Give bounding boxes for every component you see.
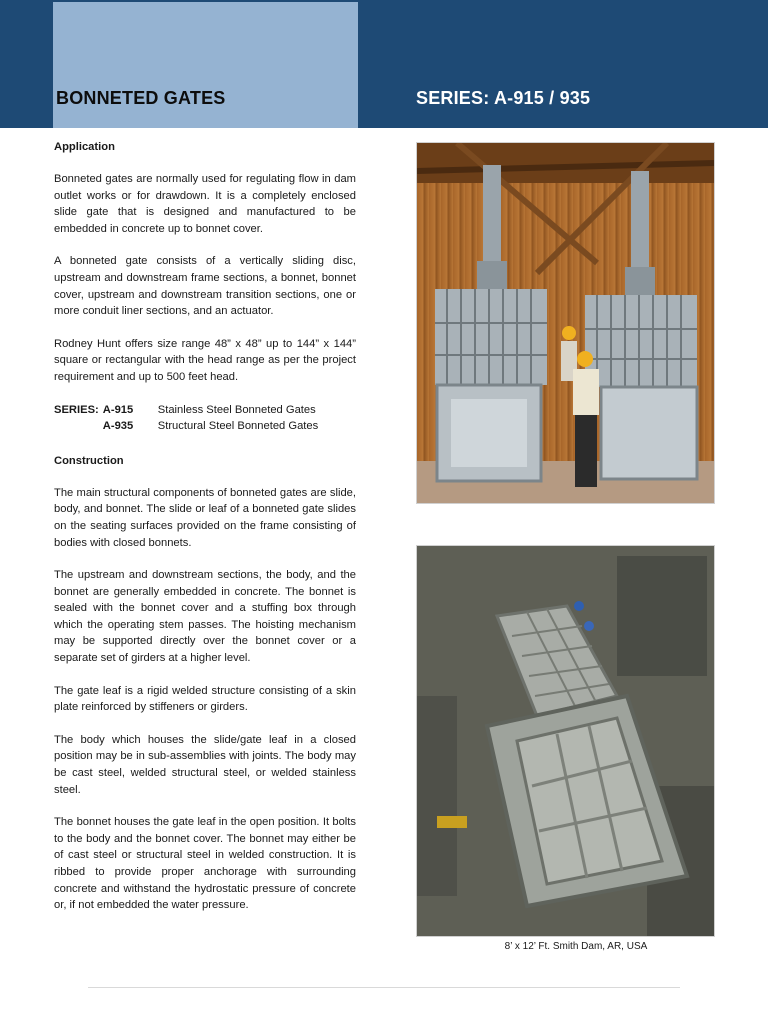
series-description: Structural Steel Bonneted Gates: [157, 420, 319, 433]
photo-caption: 8’ x 12’ Ft. Smith Dam, AR, USA: [504, 941, 648, 952]
series-description: Stainless Steel Bonneted Gates: [157, 403, 316, 416]
construction-paragraph-5: The bonnet houses the gate leaf in the open position. It bolts to the body and the bonnet cover. The bonnet may either be of cast steel or structural steel in welded construction. It is ribbed to provide proper anchorage with surrounding concrete and withstand the hydrostatic pressure of concrete or, if not embedded the water pressure.: [54, 816, 356, 912]
series-code: A-915: [102, 403, 134, 416]
header-title-panel: [53, 2, 358, 128]
gates-illustration: [417, 143, 714, 503]
application-paragraph-1: Bonneted gates are normally used for regulating flow in dam outlet works or for drawdown. It is a completely enclosed slide gate that is designed and manufactured to be embedded in concrete up to bonnet cover.: [54, 173, 356, 235]
application-paragraph-2: A bonneted gate consists of a vertically sliding disc, upstream and downstream frame sections, a bonnet, bonnet cover, upstream and downstream transition sections, one or more conduit liner sections, and an actuator.: [54, 255, 356, 318]
page-header: [0, 0, 768, 128]
series-row: [54, 402, 318, 419]
series-label: SERIES:: [54, 403, 99, 416]
series-title: SERIES: A-915 / 935: [416, 88, 591, 108]
gates-with-workers-photo: [416, 142, 715, 504]
construction-paragraph-4: The body which houses the slide/gate leaf in a closed position may be in sub-assemblies with joints. The body may be cast steel, welded structural steel, or welded stainless steel.: [54, 733, 356, 796]
fabrication-illustration: [417, 546, 714, 936]
application-heading: Application: [54, 141, 115, 153]
series-list: [54, 402, 318, 435]
construction-paragraph-2: The upstream and downstream sections, the body, and the bonnet are generally embedded in concrete. The bonnet is sealed with the bonnet cover and a stuffing box through which the operating stem passes. The hoisting mechanism may be supported directly over the bonnet cover or a separate set of girders at a higher level.: [54, 569, 356, 665]
text-column: [54, 139, 356, 930]
footer-divider: [88, 987, 680, 988]
construction-paragraph-1: The main structural components of bonneted gates are slide, body, and bonnet. The slide or leaf of a bonneted gate slides on the seating surfaces provided on the frame consisting of bodies with closed bonnets.: [54, 486, 356, 549]
fabrication-overhead-photo: [416, 545, 715, 937]
series-code: A-935: [102, 420, 134, 433]
series-row: [54, 418, 318, 435]
construction-paragraph-3: The gate leaf is a rigid welded structure consisting of a skin plate reinforced by stiffeners or girders.: [54, 684, 356, 714]
page-title: BONNETED GATES: [56, 88, 226, 108]
application-paragraph-3: Rodney Hunt offers size range 48” x 48” up to 144” x 144” square or rectangular with the head range as per the project requirement and up to 500 feet head.: [54, 337, 356, 383]
construction-heading: Construction: [54, 454, 124, 467]
